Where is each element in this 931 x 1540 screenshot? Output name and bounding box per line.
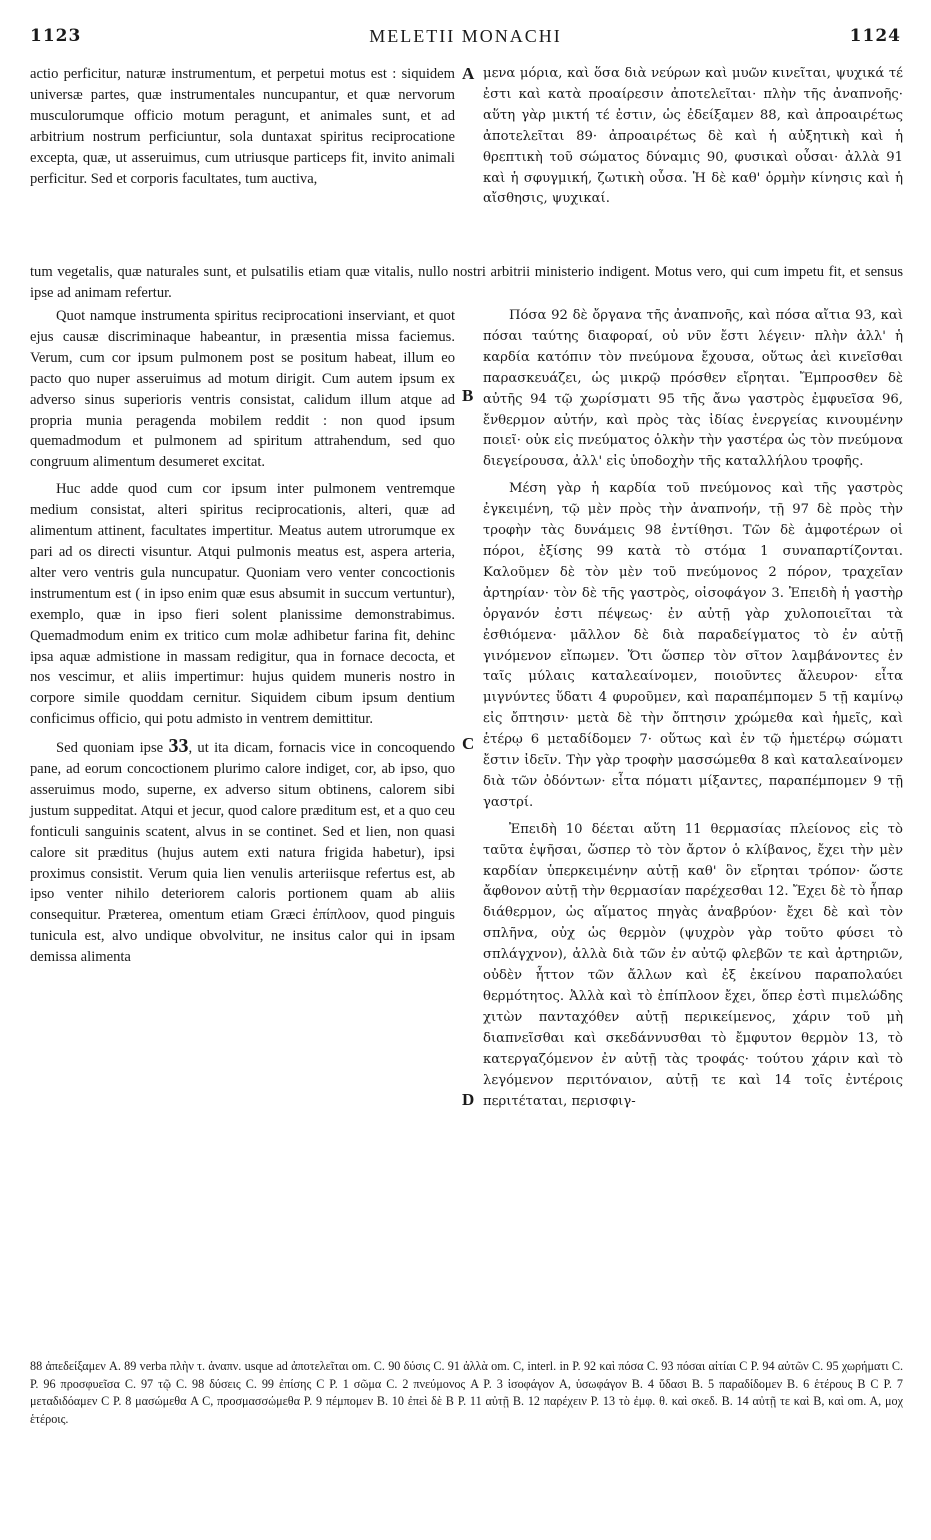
margin-letter-a: A (462, 64, 475, 83)
latin-paragraph: tum vegetalis, quæ naturales sunt, et pulsatilis etiam quæ vitalis, nullo nostri arbitrii ministerio indigent. Motus vero, qui cum impetu fit, et sensus ipse ad animam refertur. (30, 264, 903, 301)
margin-letter-c: C (462, 734, 475, 753)
latin-paragraph: actio perficitur, naturæ instrumentum, et perpetui motus est : siquidem universæ partes, quæ instrumentales nuncupantur, et quæ nervorum musculorumque officio motum peragunt, et animales sunt, et ad arbitrium nostrum perficiuntur, sola duntaxat spiritus reciprocatione excepta, quæ, ut asseruimus, cum utriusque particeps fit, invito animali perficitur. Sed et corporis facultates, tum auctiva, (30, 66, 455, 187)
latin-column (30, 306, 455, 974)
section-number: 33 (168, 735, 189, 758)
greek-column-top (483, 64, 903, 216)
greek-column (483, 306, 903, 1118)
page-number-left: 1123 (30, 26, 82, 46)
greek-paragraph: Πόσα 92 δὲ ὄργανα τῆς ἀναπνοῆς, καὶ πόσα αἴτια 93, καὶ πόσαι ταύτης διαφοραί, οὐ νῦν ἔστι λέγειν· πλὴν ἀλλ' ἡ καρδία κατόπιν τὸν πνεύμονα ἔχουσα, οὕτως ἀεὶ κινεῖσθαι παρασκευάζει, ὡς μικρῷ πρόσθεν εἴρηται. Ἔμπροσθεν δὲ αὐτῆς 94 τῷ χωρίσματι 95 τῆς ἄνω γαστρὸς ἐμφυεῖσα 96, ἔνθερμον αὐτήν, καὶ πρὸς τὰς ἰδίας ἐνεργείας κινουμένην ποιεῖ· οὐκ εἰς πνεύματος ὁλκὴν τὴν γαστέρα ὡς τὸν πνεύμονα διεγείρουσα, ἀλλ' εἰς ὑποδοχὴν τῆς καταλλήλου τροφῆς. (483, 308, 903, 470)
page-header (30, 26, 901, 52)
greek-paragraph: Μέση γὰρ ἡ καρδία τοῦ πνεύμονος καὶ τῆς γαστρὸς ἐγκειμένη, τῷ μὲν πρὸς τὴν ἀναπνοήν, τῇ 97 δὲ πρὸς τὴν τροφὴν τὰς δυνάμεις 98 ἐντίθησι. Τῶν δὲ ἀμφοτέρων οἱ πόροι, ἐξίσης 99 κατὰ τὸ στόμα 1 συναπαρτίζονται. Καλοῦμεν δὲ τὸν μὲν τοῦ πνεύμονος 2 πόρον, τραχεῖαν ἀρτηρίαν· τὸν δὲ τῆς γαστρὸς, οἰσοφάγον 3. Ἐπειδὴ ἡ γαστὴρ ὀργανόν ἐστι πέψεως· ἐν αὐτῇ γὰρ χυλοποιεῖται τὰ ἐσθιόμενα· μᾶλλον δὲ διὰ παραδείγματος τὸ ἐν αὐτῇ γινόμενον εἴπωμεν. Ὅτι ὥσπερ τὸν σῖτον λαμβάνοντες ἐν ταῖς μύλαις καταλεαίνομεν, ποιοῦντες ἄλευρον· εἶτα μιγνύντες ὕδατι 4 φυροῦμεν, καὶ παραπέμπομεν 5 τῇ καμίνῳ εἰς ὄπτησιν· μετὰ δὲ τὴν ὄπτησιν χρώμεθα καὶ ἡμεῖς, καὶ ἑτέρῳ 6 μεταδίδομεν 7· οὕτως καὶ ἐν τῷ ἡμετέρῳ σώματι ἔστιν ἰδεῖν. Τὴν γὰρ τροφὴν μασσώμεθα 8 καὶ καταλεαίνομεν διὰ τῶν ὀδόντων· εἶτα πόματι μίξαντες, παραπέμπομεν 9 τῇ γαστρί. (483, 481, 903, 810)
latin-text: , ut ita dicam, fornacis vice in concoquendo pane, ad eorum concoctionem plurimo calore indiget, cor, ab ipso, quo asseruimus modo, superne, ex adverso situm obtinens, calorem sibi justum suppeditat. Atqui et jecur, quod calore præditum est, et a quo ceu fonticuli sanguinis scatent, alvus in se continet. Sed et lien, non quasi calore sit præditus (hujus autem exti natura frigida habetur), ipsi proximus consistit. Verum quia lien venulis arteriisque refertus est, ab ipso venter nihilo deteriorem caloris portionem quam ab aliis consequitur. Præterea, omentum etiam Græci ἐπίπλοον, quod pinguis tunicula est, alvo undique obvolvitur, ne insitus calor qui in ipsam demissa alimenta (30, 740, 455, 966)
page-number-right: 1124 (849, 26, 901, 46)
latin-text: Sed quoniam ipse (56, 740, 164, 757)
running-title: MELETII MONACHI (369, 26, 562, 46)
latin-column-top (30, 64, 455, 195)
margin-letter-d: D (462, 1090, 475, 1109)
margin-letter-b: B (462, 386, 474, 405)
greek-paragraph: μενα μόρια, καὶ ὅσα διὰ νεύρων καὶ μυῶν κινεῖται, ψυχικά τέ ἐστι καὶ κατὰ προαίρεσιν ἀποτελεῖται· πλὴν τῆς ἀναπνοῆς· αὕτη γὰρ μικτή τέ ἐστιν, ὡς ἐδείξαμεν 88, καὶ ἀπροαιρέτως ἀποτελεῖται 89· ἀπροαιρέτως δὲ καὶ ἡ αὐξητικὴ καὶ ἡ θρεπτικὴ τοῦ σώματος δύναμις 90, φυσικαὶ οὖσαι· ἀλλὰ 91 καὶ ἡ σφυγμική, ζωτικὴ οὖσα. Ἡ δὲ καθ' ὁρμὴν κίνησις καὶ ἡ αἴσθησις, ψυχικαί. (483, 66, 903, 207)
latin-full-width-line (30, 262, 903, 310)
greek-paragraph: Ἐπειδὴ 10 δέεται αὕτη 11 θερμασίας πλείονος εἰς τὸ ταῦτα ἑψῆσαι, ὥσπερ τὸ τὸν ἄρτον ὁ κλίβανος, ἔχει τὴν μὲν καρδίαν ὑπερκειμένην αὐτῇ καθ' ὃν εἴρηται τρόπον· ὥστε ἄφθονον αὐτῇ τὴν θερμασίαν παρέχεσθαι 12. Ἔχει δὲ τὸ ἧπαρ διάθερμον, ὡς αἵματος πηγὰς ἀναβρύον· ἔχει δὲ καὶ τὸν σπλῆνα, οὐχ ὡς θερμὸν (ψυχρὸν γὰρ τοῦτο φύσει τὸ σπλάγχνον), ἀλλὰ διὰ τῶν ἐν αὐτῷ φλεβῶν τε καὶ ἀρτηριῶν, οὐδὲν ἧττον τῶν ἄλλων καὶ ἐξ ἐκείνου παραπολαύει θερμότητος. Ἀλλὰ καὶ τὸ ἐπίπλοον ἔχει, ὅπερ ἐστὶ πιμελώδης χιτὼν πανταχόθεν αὐτῇ περικείμενος, χάριν τοῦ μὴ διαπνεῖσθαι καὶ σκεδάννυσθαι τὸ ἔμφυτον θερμὸν 13, τὸ κατεργαζόμενον ἐν αὐτῇ τὰς τροφάς· τούτου χάριν καὶ τὸ λεγόμενον περιτόναιον, αὐτῇ τε καὶ 14 τοῖς ἐντέροις περιτέταται, περισφιγ- (483, 821, 903, 1109)
latin-paragraph: Quot namque instrumenta spiritus reciprocationi inserviant, et quot ejus causæ discriminaque habeantur, in præsentia missa faciemus. Verum, cum cor ipsum pulmonem post se positum habeat, illum eo pacto quo nuper asseruimus ad motum dirigit. Cum autem ipsum ex adverso sinus superioris ventris consistat, calidum illum atque ad propria munia peragenda mobilem reddit : non quod ipsum quemadmodum et pulmonem ad spiritum attrahendum, sed quo congruum alimentum desumeret excitat. (30, 308, 455, 471)
latin-paragraph (30, 736, 455, 968)
footnotes: 88 ἀπεδείξαμεν A. 89 verba πλὴν τ. ἀναπν. usque ad ἀποτελεῖται om. C. 90 δύσις C. 91 ἀλλὰ om. C, interl. in P. 92 καὶ πόσα C. 93 πόσαι αἰτίαι C P. 94 αὐτῶν C. 95 χωρήματι C. P. 96 προσφυεῖσα C. 97 τῷ C. 98 δύσεις C. 99 ἐπίσης C P. 1 σῶμα C. 2 πνεύμονος A P. 3 ἰσοφάγον A, ὑσωφάγον B. 4 ὕδασι B. 5 παραδίδομεν B. 6 ἑτέρους B C P. 7 μεταδιδόαμεν C P. 8 μασώμεθα A C, προσμασσώμεθα P. 9 πέμπομεν B. 10 ἐπεὶ δὲ B P. 11 αὐτῇ B. 12 παρέχειν P. 13 τὸ ἐμφ. θ. καὶ σκεδ. B. 14 αὐτῇ τε καὶ B, καὶ om. A, μοχ ἑτέροις. (30, 1359, 903, 1426)
latin-paragraph: Huc adde quod cum cor ipsum inter pulmonem ventremque medium consistat, alteri spiritus reciprocationis, alteri, quæ ad alimentum attinent, facultates impertitur. Meatus autem utrorumque ex pari ad os directi visuntur. Atqui pulmonis meatus est, aspera arteria, alter vero ventris gula nuncupatur. Quoniam vero venter concoctionis instrumentum est ( in ipso enim quæ esus absumit in succum vertuntur), exemplo, quæ in ipso fieri solent planissime demonstrabimus. Quemadmodum enim ex tritico cum molæ adhibetur farina fit, dehinc ipsa aquæ admistione in massam redigitur, qua in fornace decocta, et nos vescimur, et aliis impertimur: hujus quidem muneris nostro in corpore simile quoddam cernitur. Siquidem cibum ipsum dentium conficimus officio, qui potu admisto in ventrem demittitur. (30, 481, 455, 728)
